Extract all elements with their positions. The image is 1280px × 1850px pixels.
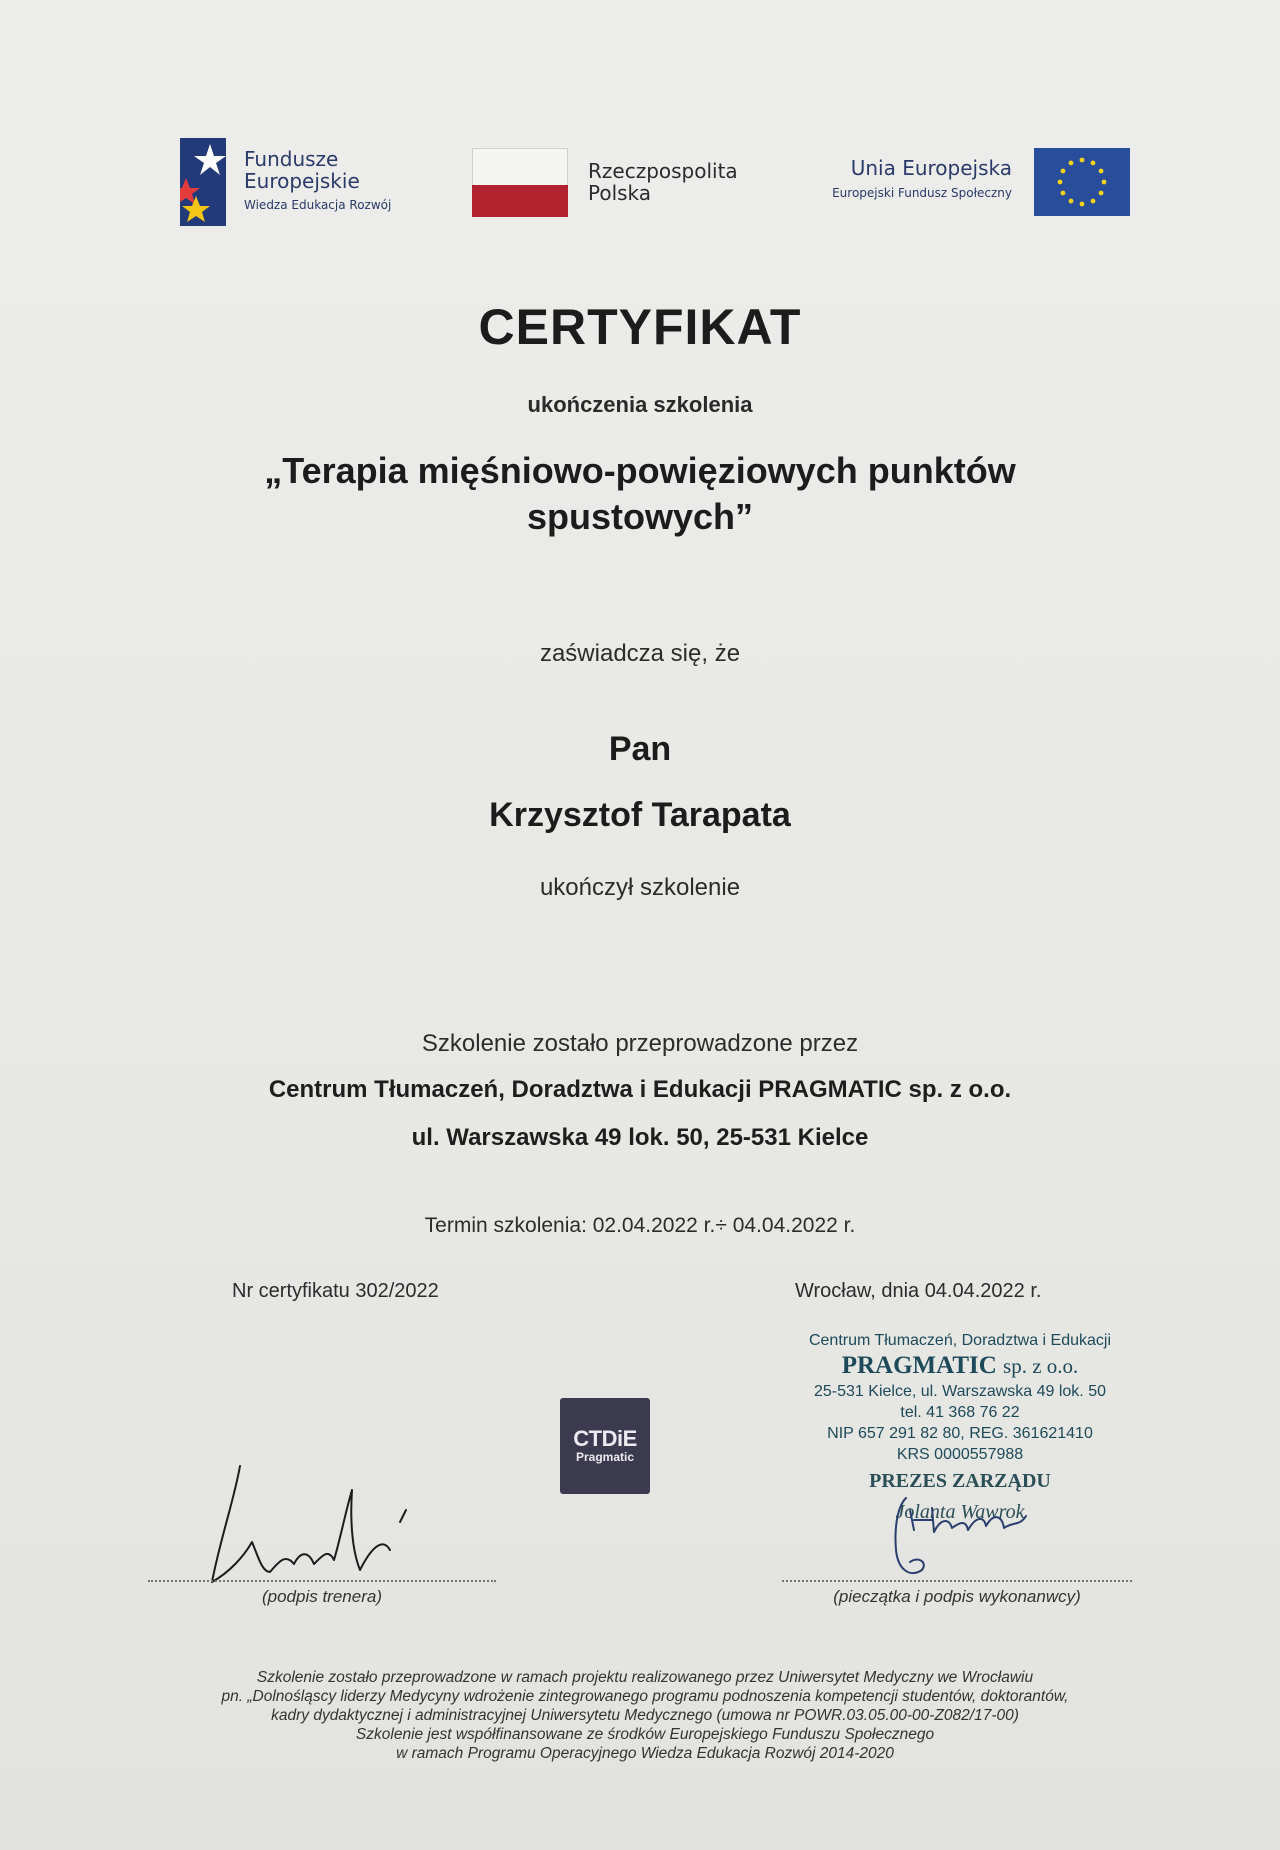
stamp-company-name: PRAGMATIC xyxy=(841,1352,997,1379)
eu-flag-icon xyxy=(1034,148,1130,216)
eu-star-icon xyxy=(1080,202,1085,207)
recipient-name: Krzysztof Tarapata xyxy=(489,796,791,834)
certificate-number: Nr certyfikatu 302/2022 xyxy=(232,1280,439,1302)
completed-text: ukończył szkolenie xyxy=(539,874,741,901)
unia-line2: Europejski Fundusz Społeczny xyxy=(832,186,1012,200)
organization-name: Centrum Tłumaczeń, Doradztwa i Edukacji PRAGMATIC sp. z o.o. xyxy=(268,1076,1012,1103)
trainer-signature-line xyxy=(148,1580,496,1582)
stamp-person: Jolanta Wawrok xyxy=(895,1501,1025,1523)
eu-star-icon xyxy=(1080,158,1085,163)
organization-address: ul. Warszawska 49 lok. 50, 25-531 Kielce xyxy=(411,1124,869,1151)
stamp-role: PREZES ZARZĄDU xyxy=(869,1470,1051,1492)
rzeczpospolita-polska-logo xyxy=(472,148,772,218)
polish-flag-icon xyxy=(472,148,568,216)
rzeczpospolita-line2: Polska xyxy=(588,181,652,205)
stamp-line2 xyxy=(780,1351,1140,1381)
ctdie-logo-line2: Pragmatic xyxy=(575,1450,635,1464)
unia-line1: Unia Europejska xyxy=(850,156,1012,180)
trainer-signature-label: (podpis trenera) xyxy=(261,1587,382,1606)
course-name: „Terapia mięśniowo-powięziowych punktów spustowych” xyxy=(264,450,1016,537)
training-term: Termin szkolenia: 02.04.2022 r.÷ 04.04.2022 r. xyxy=(424,1214,856,1237)
eu-star-icon xyxy=(1099,169,1104,174)
attest-text: zaświadcza się, że xyxy=(539,640,741,667)
stamp-line3: 25-531 Kielce, ul. Warszawska 49 lok. 50 xyxy=(814,1383,1106,1400)
salutation: Pan xyxy=(608,730,672,768)
stamp-line6: KRS 0000557988 xyxy=(896,1446,1024,1463)
eu-star-icon xyxy=(1069,161,1074,166)
eu-star-icon xyxy=(1061,169,1066,174)
eu-star-icon xyxy=(1069,199,1074,204)
certificate-title: CERTYFIKAT xyxy=(478,299,802,355)
ctdie-logo-line1: CTDiE xyxy=(573,1426,637,1451)
fundusze-line2: Europejskie xyxy=(244,169,360,193)
trainer-signature xyxy=(200,1460,430,1590)
rzeczpospolita-line1: Rzeczpospolita xyxy=(588,159,738,183)
footer-line: kadry dydaktycznej i administracyjnej Uniwersytetu Medycznego (umowa nr POWR.03.05.00-00-Z082/17-00) xyxy=(271,1707,1019,1724)
footer-line: w ramach Programu Operacyjnego Wiedza Edukacja Rozwój 2014-2020 xyxy=(396,1745,894,1762)
contractor-signature xyxy=(870,1486,1040,1586)
stamp-line5: NIP 657 291 82 80, REG. 361621410 xyxy=(827,1425,1093,1442)
contractor-signature-line xyxy=(782,1580,1132,1582)
fundusze-line3: Wiedza Edukacja Rozwój xyxy=(244,198,392,212)
stamp-company-suffix: sp. z o.o. xyxy=(1003,1354,1079,1378)
stamp-line4: tel. 41 368 76 22 xyxy=(900,1404,1020,1421)
eu-star-icon xyxy=(1058,180,1063,185)
footer-note xyxy=(150,1668,1140,1763)
fundusze-europejskie-mark-icon xyxy=(180,138,226,226)
ctdie-pragmatic-logo xyxy=(560,1398,650,1494)
fundusze-europejskie-logo xyxy=(180,138,420,228)
conducted-by-text: Szkolenie zostało przeprowadzone przez xyxy=(421,1030,859,1057)
footer-line: Szkolenie zostało przeprowadzone w ramach projektu realizowanego przez Uniwersytet Medyczny we Wrocławiu xyxy=(256,1669,1034,1686)
footer-line: pn. „Dolnośląscy liderzy Medycyny wdrożenie zintegrowanego programu podnoszenia kompetencji studentów, doktorantów, xyxy=(221,1688,1069,1705)
contractor-signature-label: (pieczątka i podpis wykonanwcy) xyxy=(833,1587,1081,1606)
eu-star-icon xyxy=(1099,191,1104,196)
unia-europejska-logo xyxy=(800,148,1130,220)
eu-star-icon xyxy=(1061,191,1066,196)
eu-star-icon xyxy=(1102,180,1107,185)
fundusze-line1: Fundusze xyxy=(244,147,339,171)
stamp-line1: Centrum Tłumaczeń, Doradztwa i Edukacji xyxy=(808,1332,1112,1349)
eu-star-icon xyxy=(1091,161,1096,166)
certificate-subtitle: ukończenia szkolenia xyxy=(527,392,753,417)
eu-star-icon xyxy=(1091,199,1096,204)
place-date: Wrocław, dnia 04.04.2022 r. xyxy=(795,1280,1042,1302)
footer-line: Szkolenie jest współfinansowane ze środków Europejskiego Funduszu Społecznego xyxy=(355,1726,935,1743)
